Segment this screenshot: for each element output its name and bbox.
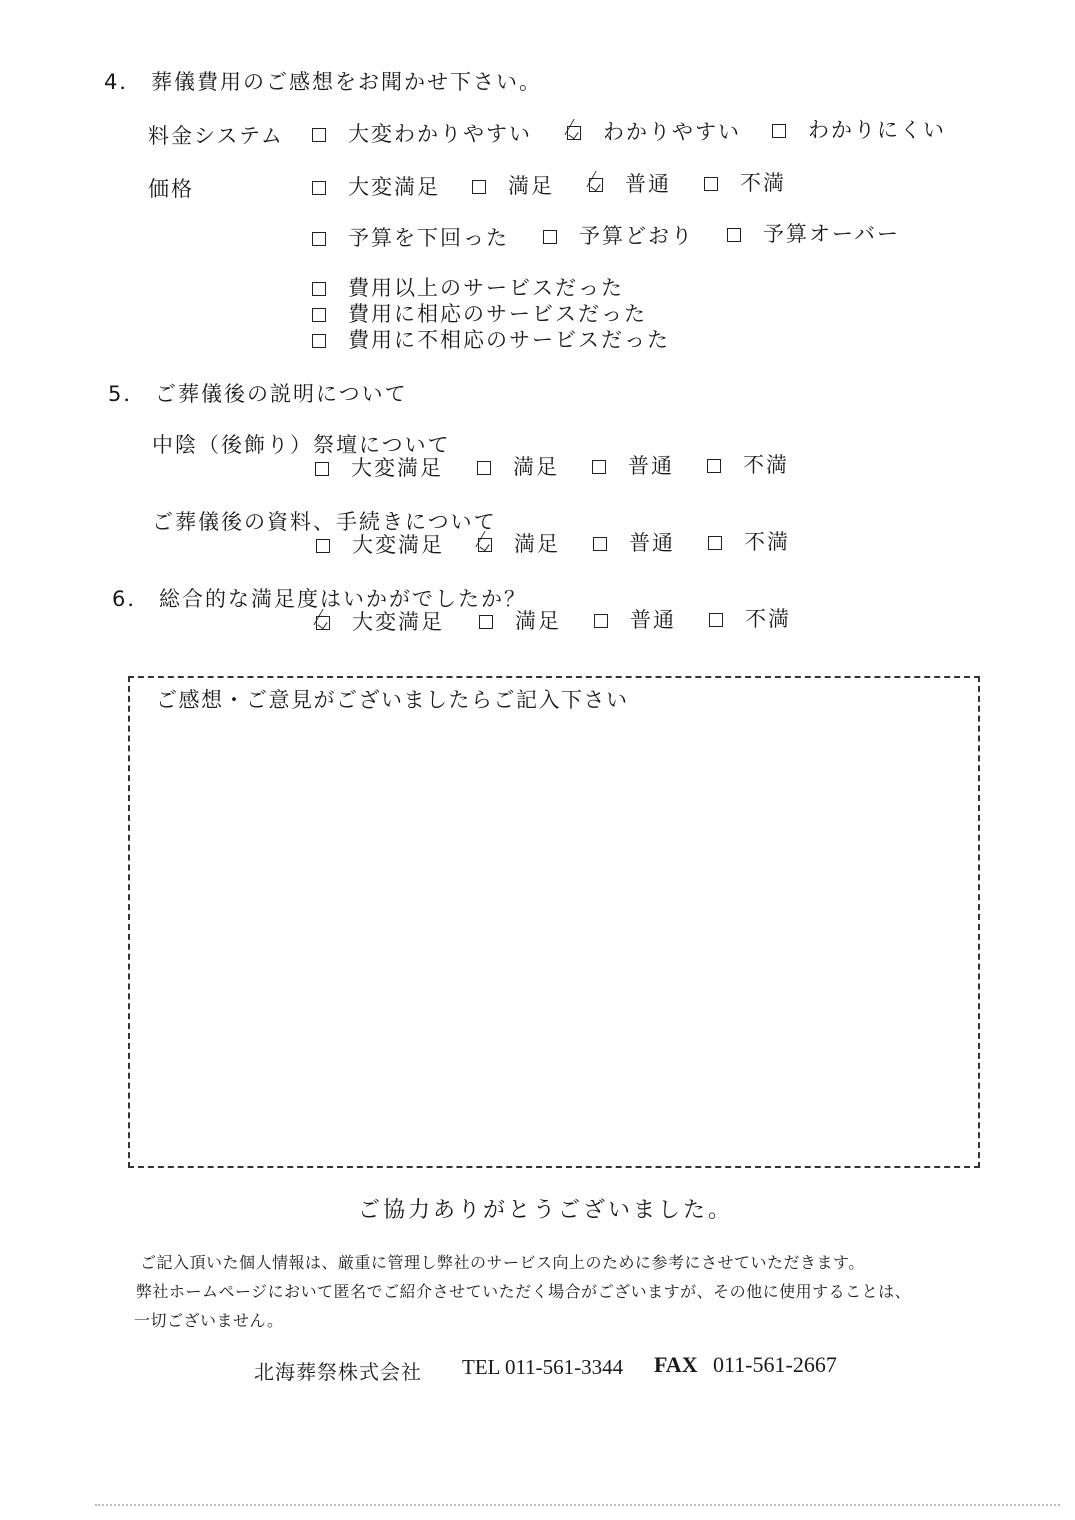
fee-option-very-clear[interactable]: 大変わかりやすい [312, 118, 532, 148]
price-option-dissatisfied[interactable]: 不満 [704, 167, 786, 197]
documents-option-dissatisfied[interactable]: 不満 [708, 526, 790, 556]
fax-label: FAX [654, 1352, 698, 1377]
checkbox-icon[interactable] [543, 230, 557, 244]
checkbox-icon[interactable] [704, 177, 718, 191]
altar-label: 中陰（後飾り）祭壇について [152, 433, 451, 457]
fee-option-clear[interactable]: わかりやすい [567, 116, 741, 146]
q5-heading: 5． ご葬儀後の説明について [108, 382, 408, 406]
checkbox-icon[interactable] [727, 228, 741, 242]
budget-option-under[interactable]: 予算を下回った [312, 222, 509, 252]
checkbox-icon[interactable] [315, 462, 329, 476]
overall-option-dissatisfied[interactable]: 不満 [709, 603, 791, 633]
altar-option-dissatisfied[interactable]: 不満 [707, 449, 789, 479]
checkbox-icon[interactable] [709, 613, 723, 627]
price-option-normal[interactable]: 普通 [589, 168, 671, 198]
checkbox-icon[interactable] [312, 128, 326, 142]
documents-option-very-satisfied[interactable]: 大変満足 [316, 529, 444, 559]
price-option-very-satisfied[interactable]: 大変満足 [312, 171, 440, 201]
checked-checkbox-icon[interactable] [589, 178, 603, 192]
tel-number: TEL 011-561-3344 [462, 1355, 624, 1379]
fax-number: 011-561-2667 [713, 1352, 837, 1377]
value-option-above[interactable]: 費用以上のサービスだった [312, 272, 624, 302]
privacy-line-3: 一切ございません。 [134, 1311, 284, 1330]
company-name: 北海葬祭株式会社 [254, 1360, 422, 1384]
documents-label: ご葬儀後の資料、手続きについて [152, 510, 497, 534]
price-label: 価格 [148, 177, 194, 201]
q4-heading: 4． 葬儀費用のご感想をお聞かせ下さい。 [104, 70, 543, 94]
fee-option-unclear[interactable]: わかりにくい [772, 114, 946, 144]
privacy-line-2: 弊社ホームページにおいて匿名でご紹介させていただく場合がございますが、その他に使用することは、 [136, 1282, 912, 1301]
thanks-message: ご協力ありがとうございました。 [358, 1198, 734, 1223]
checkbox-icon[interactable] [312, 334, 326, 348]
comments-title: ご感想・ご意見がございましたらご記入下さい [156, 688, 629, 712]
comments-box[interactable] [128, 676, 980, 1168]
checked-checkbox-icon[interactable] [567, 126, 581, 140]
checkbox-icon[interactable] [772, 124, 786, 138]
checkbox-icon[interactable] [312, 232, 326, 246]
altar-option-normal[interactable]: 普通 [592, 450, 674, 480]
budget-option-on[interactable]: 予算どおり [543, 220, 694, 250]
altar-option-satisfied[interactable]: 満足 [477, 451, 559, 481]
price-option-satisfied[interactable]: 満足 [472, 170, 554, 200]
checkbox-icon[interactable] [594, 614, 608, 628]
checkbox-icon[interactable] [312, 282, 326, 296]
documents-option-satisfied[interactable]: 満足 [478, 528, 560, 558]
page-bottom-rule [95, 1504, 1060, 1509]
checked-checkbox-icon[interactable] [478, 538, 492, 552]
budget-option-over[interactable]: 予算オーバー [727, 218, 900, 248]
q6-heading: 6． 総合的な満足度はいかがでしたか？ [112, 587, 528, 611]
checkbox-icon[interactable] [477, 461, 491, 475]
checkbox-icon[interactable] [312, 181, 326, 195]
overall-option-normal[interactable]: 普通 [594, 604, 676, 634]
checkbox-icon[interactable] [472, 180, 486, 194]
documents-option-normal[interactable]: 普通 [593, 527, 675, 557]
checkbox-icon[interactable] [708, 536, 722, 550]
value-option-matching[interactable]: 費用に相応のサービスだった [312, 298, 647, 328]
value-option-not-matching[interactable]: 費用に不相応のサービスだった [312, 324, 670, 354]
checkbox-icon[interactable] [479, 615, 493, 629]
checkbox-icon[interactable] [316, 539, 330, 553]
checked-checkbox-icon[interactable] [316, 616, 330, 630]
privacy-line-1: ご記入頂いた個人情報は、厳重に管理し弊社のサービス向上のために参考にさせていただきます。 [140, 1253, 865, 1272]
checkbox-icon[interactable] [592, 460, 606, 474]
overall-option-satisfied[interactable]: 満足 [479, 605, 561, 635]
checkbox-icon[interactable] [312, 308, 326, 322]
fee-system-label: 料金システム [148, 124, 284, 148]
altar-option-very-satisfied[interactable]: 大変満足 [315, 452, 443, 482]
checkbox-icon[interactable] [593, 537, 607, 551]
overall-option-very-satisfied[interactable]: 大変満足 [316, 606, 444, 636]
checkbox-icon[interactable] [707, 459, 721, 473]
